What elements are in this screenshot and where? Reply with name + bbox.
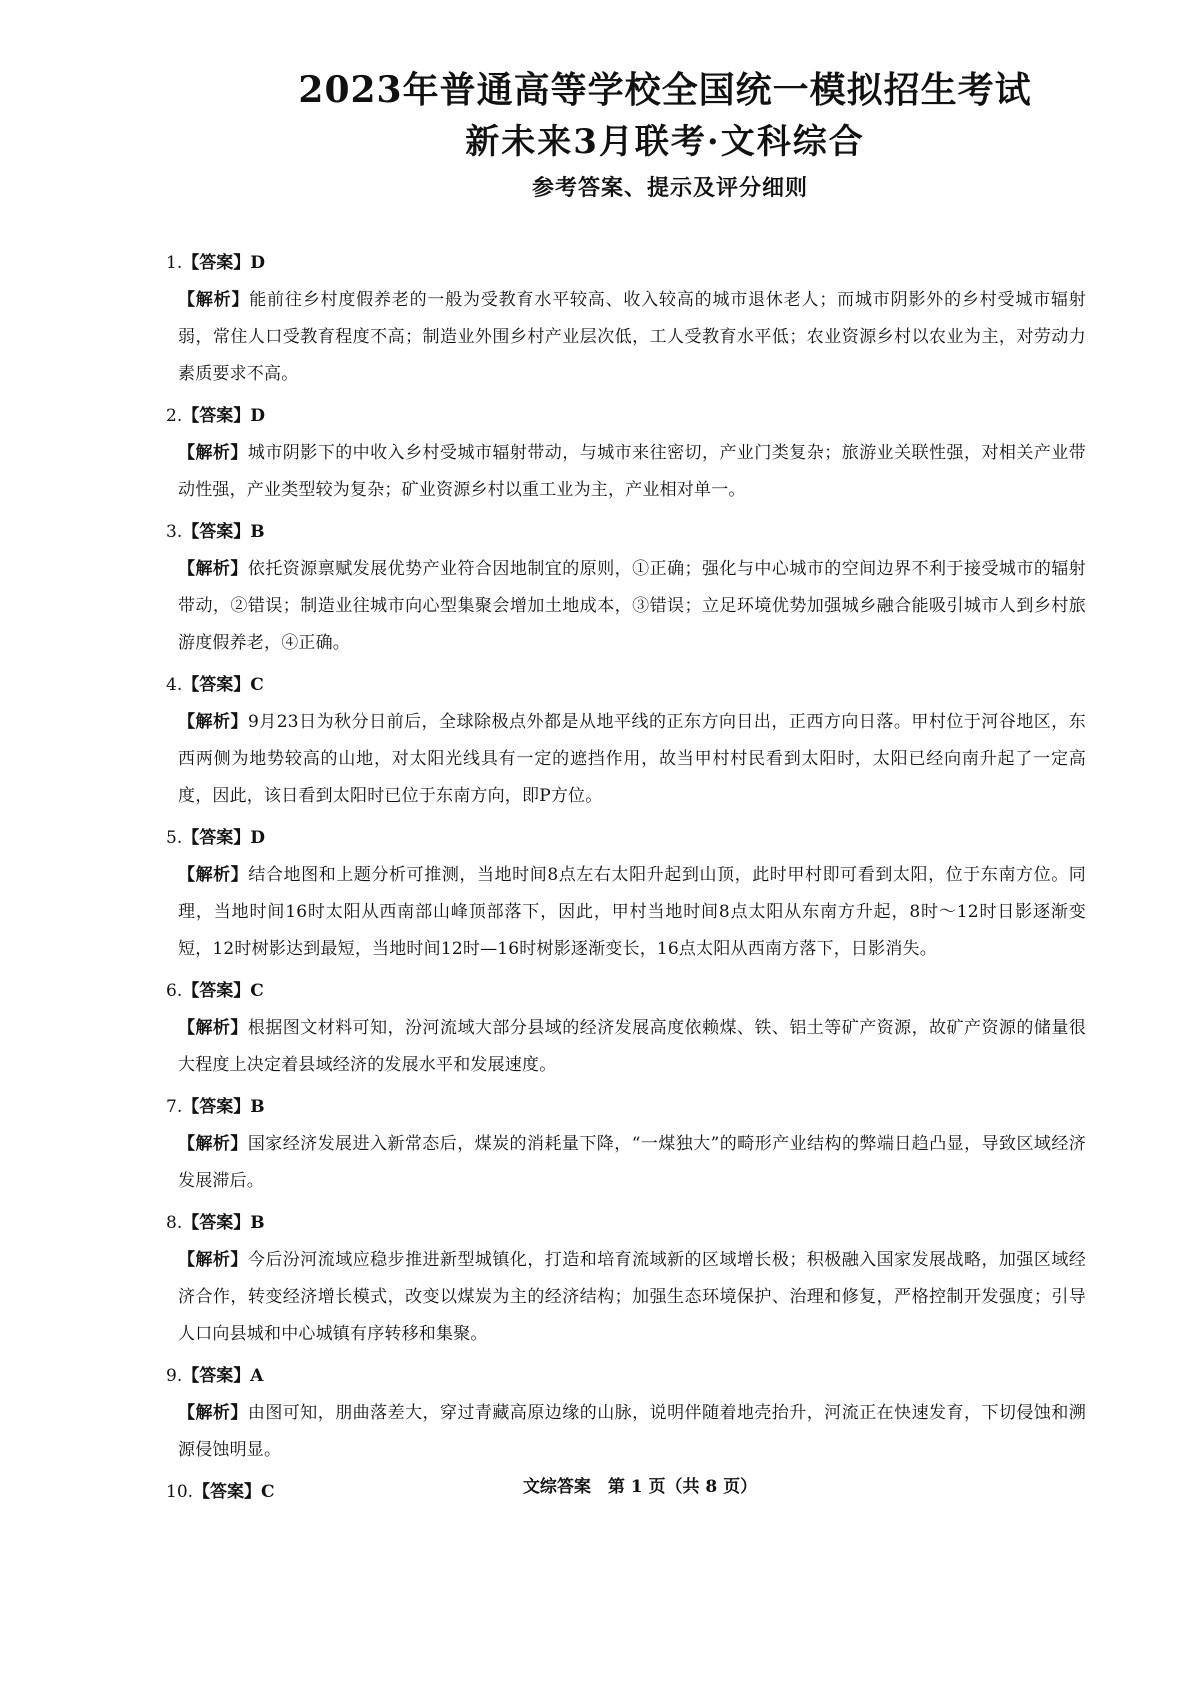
explain-tag: 【解析】 <box>178 1403 248 1423</box>
explanation-text: 能前往乡村度假养老的一般为受教育水平较高、收入较高的城市退休老人；而城市阴影外的乡村受城市辐射弱，常住人口受教育程度不高；制造业外围乡村产业层次低，工人受教育水平低；农业资源乡村以农业为主，对劳动力素质要求不高。 <box>178 290 1086 384</box>
answer-value: B <box>250 1213 265 1233</box>
question-number: 4. <box>166 675 183 695</box>
question-number: 10. <box>166 1482 194 1502</box>
answer-tag: 【答案】 <box>193 1482 262 1502</box>
question-item <box>166 399 1086 509</box>
question-item <box>166 668 1086 815</box>
question-number: 1. <box>166 253 183 273</box>
question-number: 3. <box>166 522 183 542</box>
explanation <box>178 435 1086 509</box>
exam-title: 2023年普通高等学校全国统一模拟招生考试 <box>298 69 1032 111</box>
answer-line <box>166 246 1086 280</box>
explanation-text: 9月23日为秋分日前后，全球除极点外都是从地平线的正东方向日出，正西方向日落。甲村位于河谷地区，东西两侧为地势较高的山地，对太阳光线具有一定的遮挡作用，故当甲村村民看到太阳时，太阳已经向南升起了一定高度，因此，该日看到太阳时已位于东南方向，即P方位。 <box>178 712 1086 806</box>
answer-value: D <box>250 828 265 848</box>
explanation-text: 结合地图和上题分析可推测，当地时间8点左右太阳升起到山顶，此时甲村即可看到太阳，位于东南方位。同理，当地时间16时太阳从西南部山峰顶部落下，因此，甲村当地时间8点太阳从东南方升起，8时～12时日影逐渐变短，12时树影达到最短，当地时间12时—16时树影逐渐变长，16点太阳从西南方落下，日影消失。 <box>178 865 1086 959</box>
answer-value: C <box>250 675 264 695</box>
explanation <box>178 551 1086 662</box>
question-item <box>166 1090 1086 1200</box>
answer-line <box>166 668 1086 702</box>
question-number: 6. <box>166 981 183 1001</box>
answer-tag: 【答案】 <box>182 1366 251 1386</box>
answer-value: A <box>250 1366 264 1386</box>
explain-tag: 【解析】 <box>178 443 248 463</box>
question-number: 2. <box>166 406 183 426</box>
question-number: 8. <box>166 1213 183 1233</box>
question-item <box>166 1359 1086 1469</box>
explain-tag: 【解析】 <box>178 865 249 885</box>
question-item <box>166 1206 1086 1353</box>
explanation <box>178 1395 1086 1469</box>
question-item <box>166 821 1086 968</box>
exam-caption: 参考答案、提示及评分细则 <box>531 175 808 201</box>
answer-tag: 【答案】 <box>182 981 251 1001</box>
answer-line <box>166 399 1086 433</box>
answer-line <box>166 974 1086 1008</box>
explain-tag: 【解析】 <box>178 559 248 579</box>
answer-tag: 【答案】 <box>182 828 251 848</box>
question-list <box>166 246 1086 1509</box>
answer-value: D <box>250 253 265 273</box>
page-footer: 文综答案 第 1 页（共 8 页） <box>522 1477 758 1497</box>
answer-tag: 【答案】 <box>182 1097 251 1117</box>
answer-line <box>166 1090 1086 1124</box>
answer-tag: 【答案】 <box>182 522 251 542</box>
explain-tag: 【解析】 <box>178 712 248 732</box>
question-number: 7. <box>166 1097 183 1117</box>
explanation-text: 根据图文材料可知，汾河流域大部分县域的经济发展高度依赖煤、铁、铝土等矿产资源，故矿产资源的储量很大程度上决定着县域经济的发展水平和发展速度。 <box>178 1018 1086 1075</box>
question-item <box>166 515 1086 662</box>
answer-tag: 【答案】 <box>182 406 251 426</box>
explanation-text: 城市阴影下的中收入乡村受城市辐射带动，与城市来往密切，产业门类复杂；旅游业关联性强，对相关产业带动性强，产业类型较为复杂；矿业资源乡村以重工业为主，产业相对单一。 <box>178 443 1086 500</box>
answer-value: B <box>250 1097 265 1117</box>
explanation <box>178 1010 1086 1084</box>
question-number: 5. <box>166 828 183 848</box>
exam-subtitle: 新未来3月联考·文科综合 <box>465 122 865 162</box>
answer-tag: 【答案】 <box>182 1213 251 1233</box>
explanation <box>178 857 1086 968</box>
answer-tag: 【答案】 <box>182 675 251 695</box>
explanation-text: 依托资源禀赋发展优势产业符合因地制宜的原则，①正确；强化与中心城市的空间边界不利于接受城市的辐射带动，②错误；制造业往城市向心型集聚会增加土地成本，③错误；立足环境优势加强城乡融合能吸引城市人到乡村旅游度假养老，④正确。 <box>178 559 1086 653</box>
answer-line <box>166 1359 1086 1393</box>
question-number: 9. <box>166 1366 183 1386</box>
explain-tag: 【解析】 <box>178 1250 248 1270</box>
answer-value: D <box>250 406 265 426</box>
explain-tag: 【解析】 <box>178 1018 248 1038</box>
answer-value: C <box>250 981 264 1001</box>
question-item <box>166 246 1086 393</box>
explanation-text: 今后汾河流域应稳步推进新型城镇化，打造和培育流域新的区域增长极；积极融入国家发展战略，加强区域经济合作，转变经济增长模式，改变以煤炭为主的经济结构；加强生态环境保护、治理和修复，严格控制开发强度；引导人口向县城和中心城镇有序转移和集聚。 <box>178 1250 1086 1344</box>
explanation-text: 国家经济发展进入新常态后，煤炭的消耗量下降，“一煤独大”的畸形产业结构的弊端日趋凸显，导致区域经济发展滞后。 <box>178 1134 1086 1191</box>
explanation <box>178 1242 1086 1353</box>
explanation <box>178 282 1086 393</box>
explanation <box>178 704 1086 815</box>
question-item <box>166 974 1086 1084</box>
explain-tag: 【解析】 <box>178 1134 248 1154</box>
explanation <box>178 1126 1086 1200</box>
explain-tag: 【解析】 <box>178 290 250 310</box>
answer-value: B <box>250 522 265 542</box>
answer-tag: 【答案】 <box>182 253 251 273</box>
explanation-text: 由图可知，朋曲落差大，穿过青藏高原边缘的山脉，说明伴随着地壳抬升，河流正在快速发育，下切侵蚀和溯源侵蚀明显。 <box>178 1403 1086 1460</box>
answer-line <box>166 515 1086 549</box>
title-block <box>0 64 1200 208</box>
answer-line <box>166 1206 1086 1240</box>
answer-value: C <box>261 1482 275 1502</box>
answer-line <box>166 821 1086 855</box>
